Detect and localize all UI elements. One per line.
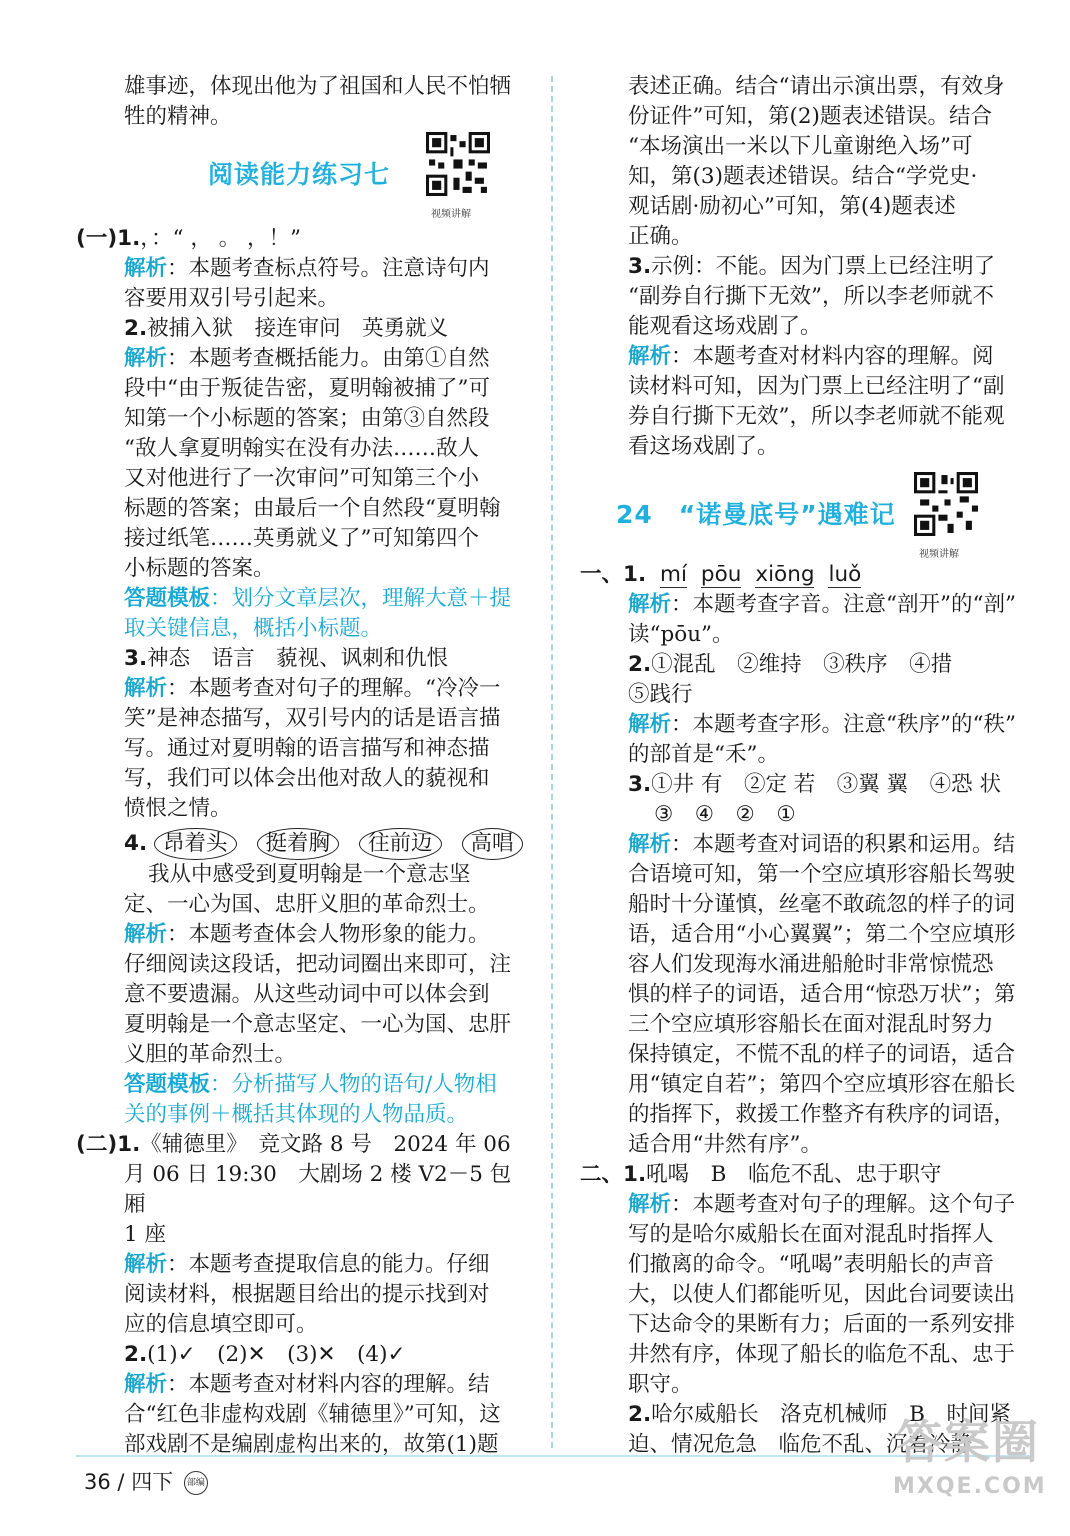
- page-number: 36: [84, 1470, 111, 1494]
- q1-answer: (一)1.，：“ ， 。 ，！”: [76, 226, 302, 251]
- qr-code-icon[interactable]: [426, 132, 490, 196]
- edition-badge-icon: 部编: [184, 1471, 208, 1495]
- section-title: 24 “诺曼底号”遇难记: [616, 500, 896, 529]
- part2-q1-answer-cont: 月 06 日 19:30 大剧场 2 楼 V2－5 包厢 1 座: [124, 1162, 512, 1247]
- q3-answer: 3.神态 语言 藐视、讽刺和仇恨: [124, 646, 449, 671]
- left-column: [76, 72, 532, 1460]
- q4-analysis: 解析：本题考查体会人物形象的能力。 仔细阅读这段话，把动词圈出来即可，注 意不要遗漏。从这些动词中可以体会到 夏明翰是一个意志坚定、一心为国、忠肝 义胆的革命烈士。: [124, 922, 512, 1067]
- footer-separator: /: [117, 1470, 125, 1494]
- s1-q2-analysis: 解析：本题考查字形。注意“秩序”的“秩” 的部首是“禾”。: [628, 712, 1016, 767]
- section-header-lesson24: [580, 462, 1032, 560]
- pinyin-blank: xiōng: [755, 562, 815, 587]
- part2-q2-analysis-cont: 表述正确。结合“请出示演出票，有效身 份证件”可知，第(2)题表述错误。结合 “本场演出一米以下儿童谢绝入场”可 知，第(3)题表述错误。结合“学党史· 观话剧·励初心”可知，第(4)题表述 正确。: [628, 74, 1005, 249]
- qr-code-icon[interactable]: [914, 472, 978, 536]
- circled-word: 往前迈: [359, 828, 442, 860]
- part2-q3-analysis: 解析：本题考查对材料内容的理解。阅 读材料可知，因为门票上已经注明了“副 券自行撕下无效”，所以李老师就不能观 看这场戏剧了。: [628, 344, 1005, 459]
- pinyin-blank: mí: [660, 562, 687, 587]
- section-title: 阅读能力练习七: [208, 160, 391, 189]
- s2-q2-answer: 2.哈尔威船长 洛克机械师 B 时间紧: [628, 1402, 1011, 1427]
- s1-q3-answer-cont: ③ ④ ② ①: [654, 802, 796, 827]
- part2-q2-answer: 2.(1)✓ (2)✕ (3)✕ (4)✓: [124, 1342, 406, 1367]
- qr-label: 视频讲解: [431, 209, 471, 220]
- qr-label: 视频讲解: [919, 549, 959, 560]
- grade-label: 四下: [131, 1470, 174, 1494]
- s2-q1-analysis: 解析：本题考查对句子的理解。这个句子 写的是哈尔威船长在面对混乱时指挥人 们撤离的命令。“吼喝”表明船长的声音 大，以使人们都能听见，因此台词要读出 下达命令的果断有力；后面的一系列安排 井然有序，体现了船长的临危不乱、忠于 职守。: [628, 1192, 1016, 1397]
- part2-q1-answer: (二)1.《辅德里》 竞文路 8 号 2024 年 06: [76, 1132, 511, 1157]
- circled-word: 挺着胸: [257, 828, 340, 860]
- s1-q1-answer: 一、1. mí pōu xiōng luǒ: [580, 562, 862, 587]
- footer-rule: [76, 1455, 1032, 1457]
- q1-analysis: 解析：本题考查标点符号。注意诗句内 容要用双引号引起来。: [124, 256, 490, 311]
- q3-analysis: 解析：本题考查对句子的理解。“冷冷一 笑”是神态描写，双引号内的话是语言描 写。通过对夏明翰的语言描写和神态描 写，我们可以体会出他对敌人的藐视和 愤恨之情。: [124, 676, 501, 821]
- part2-q3-answer: 3.示例：不能。因为门票上已经注明了: [628, 254, 996, 279]
- s2-q2-answer-cont: 迫、情况危急 临危不乱、沉着冷静: [628, 1432, 973, 1457]
- q2-answer-template: 答题模板：划分文章层次，理解大意＋提 取关键信息，概括小标题。: [124, 586, 512, 641]
- s2-q1-answer: 二、1.吼喝 B 临危不乱、忠于职守: [580, 1162, 942, 1187]
- watermark: 答案圈 MXQE.COM: [893, 1415, 1047, 1499]
- section-header-reading: [76, 132, 532, 224]
- intro-text: 雄事迹，体现出他为了祖国和人民不怕牺 牲的精神。: [124, 74, 512, 129]
- s1-q3-analysis: 解析：本题考查对词语的积累和运用。结 合语境可知，第一个空应填形容船长驾驶 船时十分谨慎，丝毫不敢疏忽的样子的词 语，适合用“小心翼翼”；第二个空应填形 容人们发现海水涌进船舱时非常惊慌恐 惧的样子的词语，适合用“惊恐万状”；第 三个空应填形容船长在面对混乱时努力 保持镇定，不慌不乱的样子的词语，适合 用“镇定自若”；第四个空应填形容在船长 的指挥下，救援工作整齐有秩序的词语， 适合用“井然有序”。: [628, 832, 1016, 1157]
- s1-q3-answer: 3.①井 有 ②定 若 ③翼 翼 ④恐 状: [628, 772, 1001, 797]
- part2-q1-analysis: 解析：本题考查提取信息的能力。仔细 阅读材料，根据题目给出的提示找到对 应的信息填空即可。: [124, 1252, 490, 1337]
- page-footer: [84, 1466, 208, 1496]
- q2-analysis: 解析：本题考查概括能力。由第①自然 段中“由于叛徒告密，夏明翰被捕了”可 知第一个小标题的答案；由第③自然段 “敌人拿夏明翰实在没有办法……敌人 又对他进行了一次审问”可知第三个小 标题的答案；由最后一个自然段“夏明翰 接过纸笔……英勇就义了”可知第四个 小标题的答案。: [124, 346, 501, 581]
- q4-sentence: 我从中感受到夏明翰是一个意志坚 定、一心为国、忠肝义胆的革命烈士。: [124, 862, 490, 917]
- right-column: [580, 72, 1032, 1460]
- q4-answer: 4. 昂着头 挺着胸 往前迈 高唱: [76, 828, 532, 860]
- q2-answer: 2.被捕入狱 接连审问 英勇就义: [124, 316, 449, 341]
- s1-q2-answer-cont: ⑤践行: [628, 682, 693, 707]
- s1-q2-answer: 2.①混乱 ②维持 ③秩序 ④措: [628, 652, 953, 677]
- column-divider: [551, 76, 553, 1448]
- s1-q1-analysis: 解析：本题考查字音。注意“剖开”的“剖” 读“pōu”。: [628, 592, 1016, 647]
- circled-word: 昂着头: [154, 828, 237, 860]
- part2-q2-analysis: 解析：本题考查对材料内容的理解。结 合“红色非虚构戏剧《辅德里》”可知，这 部戏剧不是编剧虚构出来的，故第(1)题: [124, 1372, 501, 1457]
- pinyin-blank: luǒ: [828, 562, 862, 587]
- part2-q3-answer-cont: “副券自行撕下无效”，所以李老师就不 能观看这场戏剧了。: [628, 284, 994, 339]
- pinyin-blank: pōu: [700, 562, 742, 587]
- q4-answer-template: 答题模板：分析描写人物的语句/人物相 关的事例＋概括其体现的人物品质。: [124, 1072, 497, 1127]
- circled-word: 高唱: [462, 828, 523, 860]
